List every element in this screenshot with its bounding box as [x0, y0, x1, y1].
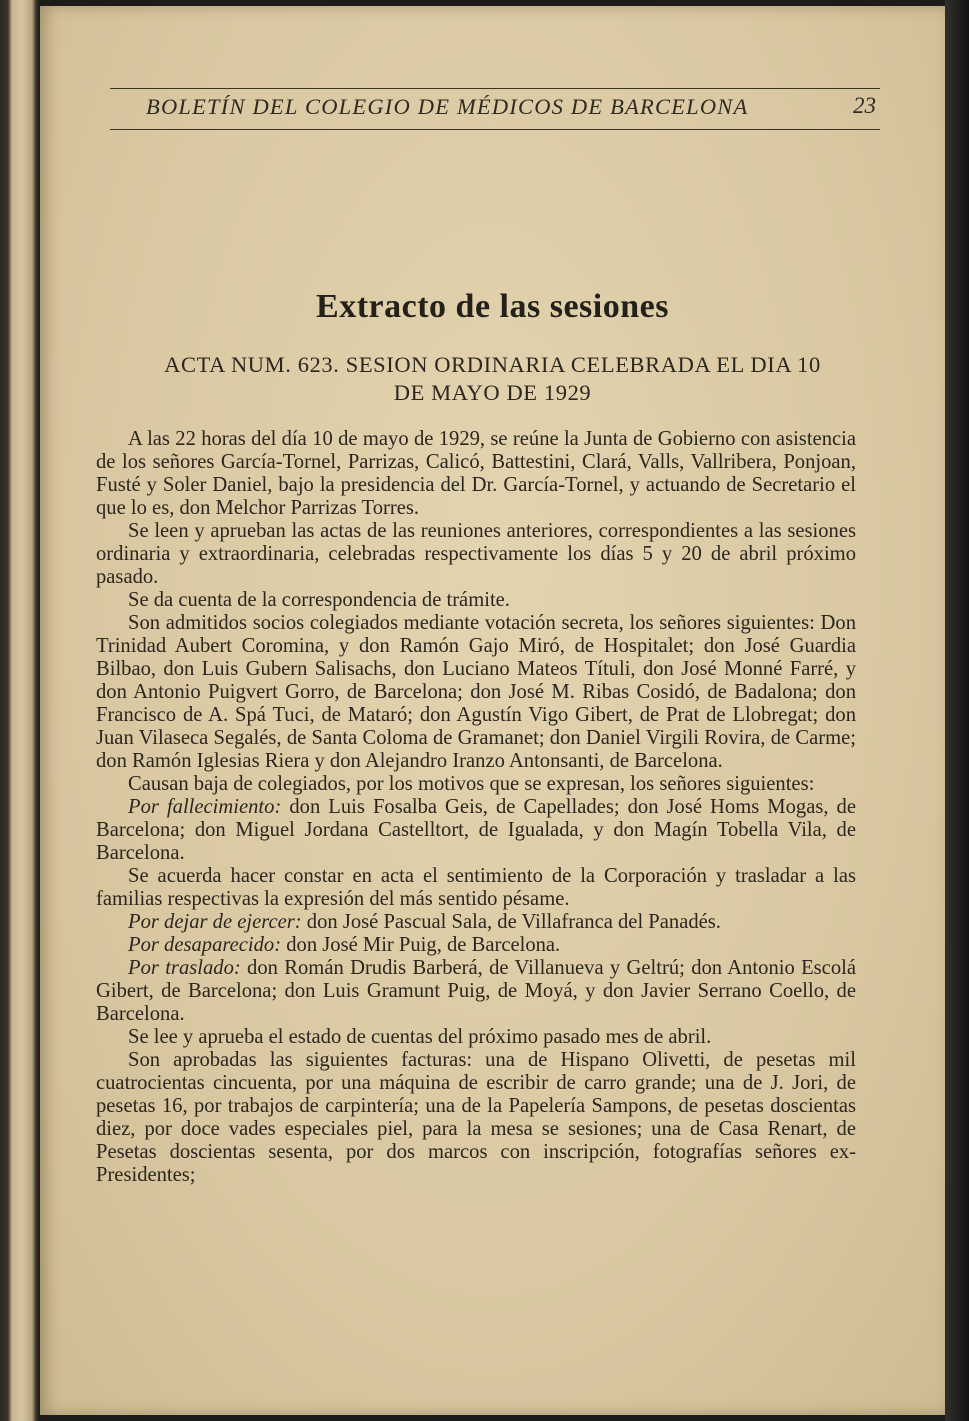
page-number: 23	[853, 93, 876, 118]
paragraph-lead: Por traslado:	[128, 957, 241, 979]
paragraph	[96, 957, 856, 1026]
paragraph	[96, 773, 856, 796]
paragraph-text: Se leen y aprueban las actas de las reuniones anteriores, correspondientes a las sesiones ordinaria y extraordinaria, celebradas respectivamente los días 5 y 20 de abril próximo pasado.	[96, 520, 856, 588]
paragraph-text: don Luis Fosalba Geis, de Capellades; don José Homs Mogas, de Barcelona; don Miguel Jordana Castelltort, de Igualada, y don Magín Tobella Vila, de Barcelona.	[96, 796, 856, 864]
paragraph-text: Se acuerda hacer constar en acta el sentimiento de la Corporación y trasladar a las familias respectivas la expresión del más sentido pésame.	[96, 865, 856, 910]
running-header	[110, 88, 880, 130]
paragraph	[96, 1026, 856, 1049]
acta-heading-line-2: DE MAYO DE 1929	[393, 380, 592, 405]
paragraph-text: Se da cuenta de la correspondencia de trámite.	[128, 589, 510, 611]
page-outer-edge	[945, 0, 969, 1421]
document-page	[40, 6, 945, 1415]
paragraph-lead: Por dejar de ejercer:	[128, 911, 302, 933]
paragraph	[96, 589, 856, 612]
paragraph	[96, 1049, 856, 1187]
paragraph	[96, 520, 856, 589]
paragraph-text: Son aprobadas las siguientes facturas: una de Hispano Olivetti, de pesetas mil cuatrocientas cincuenta, por una máquina de escribir de carro grande; una de J. Jori, de pesetas 16, por trabajos de carpintería; una de la Papelería Sampons, de pesetas doscientas diez, por doce vades especiales piel, para la mesa se sesiones; una de Casa Renart, de Pesetas doscientas sesenta, por dos marcos con inscripción, fotografías señores ex-Presidentes;	[96, 1049, 856, 1186]
paragraph-text: A las 22 horas del día 10 de mayo de 1929, se reúne la Junta de Gobierno con asistencia de los señores García-Tornel, Parrizas, Calicó, Battestini, Clará, Valls, Vallribera, Ponjoan, Fusté y Soler Daniel, bajo la presidencia del Dr. García-Tornel, y actuando de Secretario el que lo es, don Melchor Parrizas Torres.	[96, 428, 856, 519]
journal-title: BOLETÍN DEL COLEGIO DE MÉDICOS DE BARCELONA	[146, 94, 749, 119]
book-spine-edge	[0, 0, 40, 1421]
paragraph-lead: Por desaparecido:	[128, 934, 282, 956]
paragraph-text: don Román Drudis Barberá, de Villanueva y Geltrú; don Antonio Escolá Gibert, de Barcelona; don Luis Gramunt Puig, de Moyá, y don Javier Serrano Coello, de Barcelona.	[96, 957, 856, 1025]
paragraph-lead: Por fallecimiento:	[128, 796, 282, 818]
paragraph	[96, 934, 856, 957]
paragraph	[96, 865, 856, 911]
paragraph-text: Causan baja de colegiados, por los motivos que se expresan, los señores siguientes:	[128, 773, 815, 795]
section-title: Extracto de las sesiones	[316, 288, 669, 325]
paragraph	[96, 796, 856, 865]
paragraph-text: don José Mir Puig, de Barcelona.	[281, 934, 561, 956]
minutes-body	[96, 428, 856, 1187]
paragraph-text: Se lee y aprueba el estado de cuentas del próximo pasado mes de abril.	[128, 1026, 712, 1048]
paragraph	[96, 612, 856, 773]
acta-heading	[90, 351, 895, 407]
paragraph	[96, 911, 856, 934]
paragraph	[96, 428, 856, 520]
paragraph-text: don José Pascual Sala, de Villafranca del Panadés.	[301, 911, 721, 933]
acta-heading-line-1: ACTA NUM. 623. SESION ORDINARIA CELEBRADA EL DIA 10	[164, 352, 821, 377]
paragraph-text: Son admitidos socios colegiados mediante votación secreta, los señores siguientes: Don Trinidad Aubert Coromina, y don Ramón Gajo Miró, de Hospitalet; don José Guardia Bilbao, don Luis Gubern Salisachs, don Luciano Mateos Títuli, don José Monné Farré, y don Antonio Puigvert Gorro, de Barcelona; don José M. Ribas Cosidó, de Badalona; don Francisco de A. Spá Tuci, de Mataró; don Agustín Vigo Gibert, de Prat de Llobregat; don Juan Vilaseca Segalés, de Santa Coloma de Gramanet; don Daniel Virgili Rovira, de Carme; don Ramón Iglesias Riera y don Alejandro Iranzo Antonsanti, de Barcelona.	[96, 612, 856, 772]
